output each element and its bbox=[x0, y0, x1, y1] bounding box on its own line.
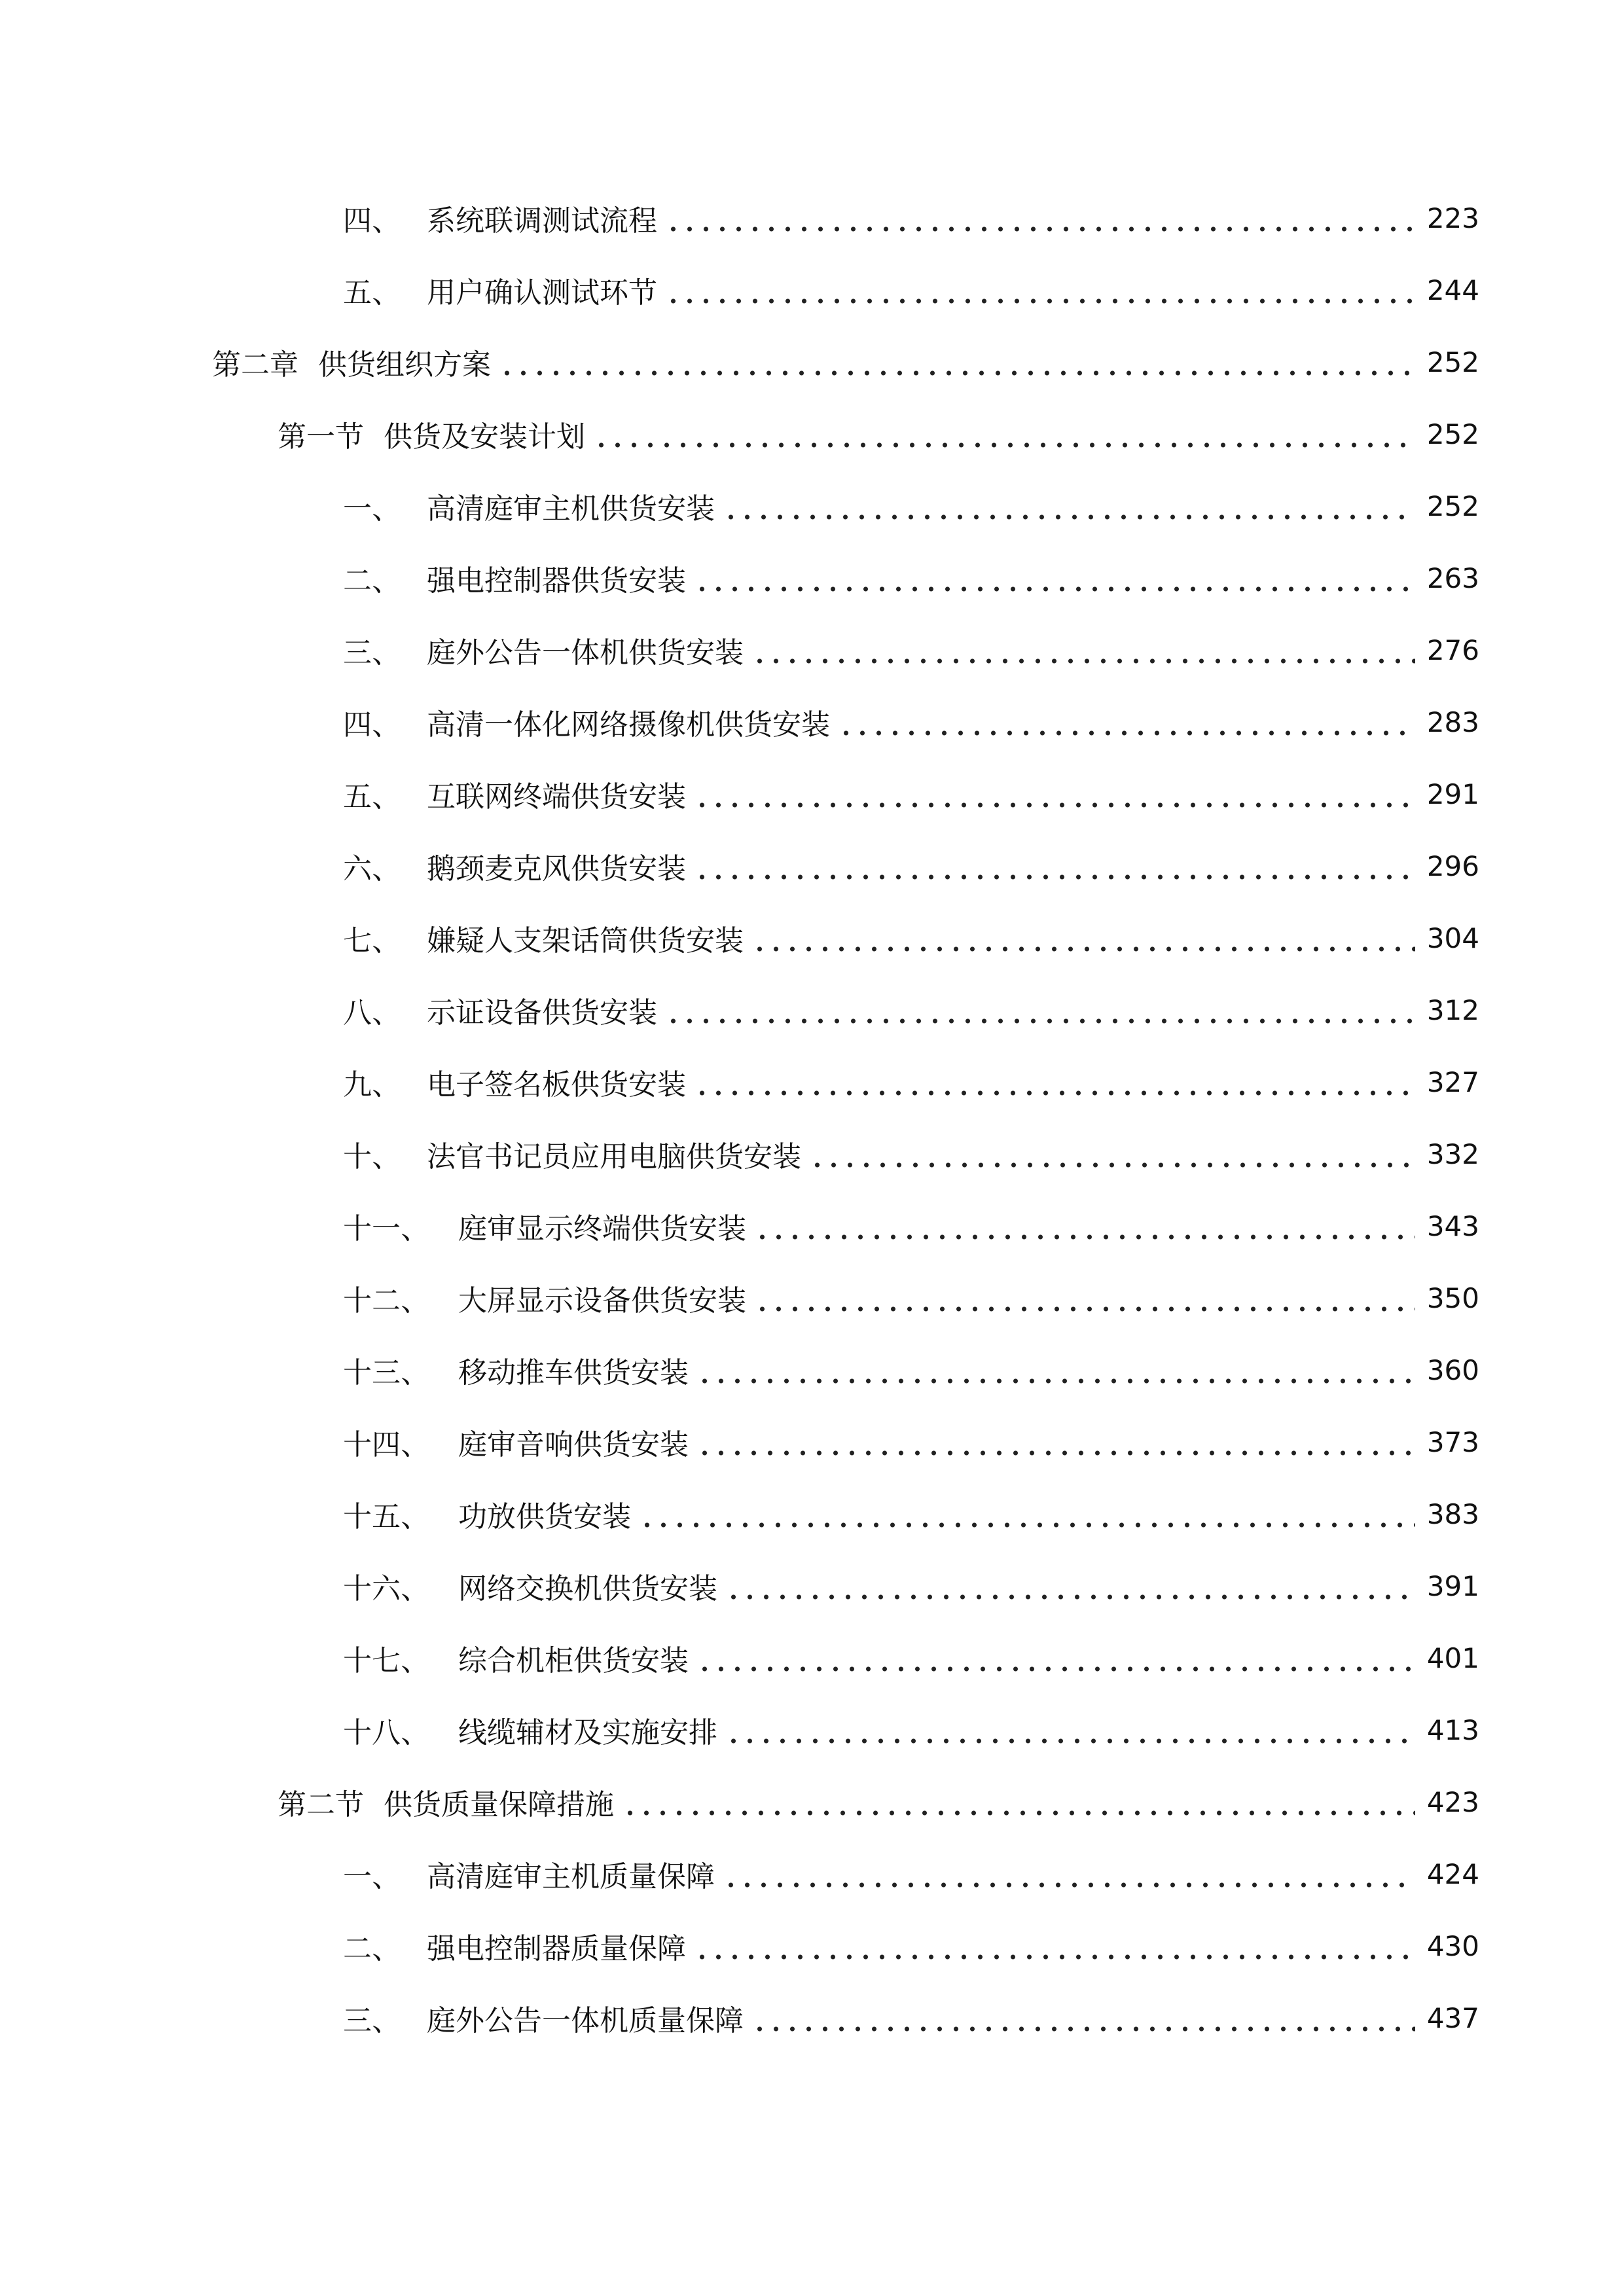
toc-entry[interactable] bbox=[343, 267, 1479, 313]
dot-leader bbox=[723, 483, 1415, 529]
toc-entry-page: 391 bbox=[1426, 1570, 1479, 1602]
toc-entry[interactable] bbox=[343, 699, 1479, 745]
toc-entry-number: 十七、 bbox=[343, 1644, 429, 1677]
toc-entry[interactable] bbox=[343, 1707, 1479, 1753]
toc-entry-number: 十一、 bbox=[343, 1212, 429, 1246]
toc-entry-number: 十三、 bbox=[343, 1356, 429, 1390]
toc-entry-title: 综合机柜供货安装 bbox=[458, 1644, 689, 1677]
dot-leader bbox=[694, 1059, 1415, 1105]
toc-entry-number: 六、 bbox=[343, 852, 401, 886]
dot-leader bbox=[622, 1779, 1415, 1825]
toc-entry-title: 庭审音响供货安装 bbox=[458, 1428, 689, 1462]
toc-entry[interactable] bbox=[343, 1491, 1479, 1537]
toc-chapter-entry[interactable] bbox=[212, 339, 1479, 385]
toc-entry-number: 一、 bbox=[343, 1860, 401, 1893]
toc-entry-page: 332 bbox=[1426, 1138, 1479, 1170]
toc-entry-page: 424 bbox=[1426, 1857, 1479, 1890]
toc-section-entry[interactable] bbox=[278, 411, 1479, 457]
toc-entry-page: 312 bbox=[1426, 994, 1479, 1026]
toc-entry-title: 强电控制器质量保障 bbox=[427, 1932, 686, 1965]
dot-leader bbox=[696, 1419, 1415, 1465]
toc-entry-page: 283 bbox=[1426, 706, 1479, 738]
toc-entry-page: 263 bbox=[1426, 562, 1479, 594]
toc-entry[interactable] bbox=[343, 771, 1479, 817]
dot-leader bbox=[838, 699, 1415, 745]
toc-entry-page: 401 bbox=[1426, 1641, 1479, 1674]
toc-entry-page: 252 bbox=[1426, 418, 1479, 450]
toc-entry[interactable] bbox=[343, 843, 1479, 889]
toc-entry-page: 413 bbox=[1426, 1713, 1479, 1746]
dot-leader bbox=[725, 1563, 1415, 1609]
toc-entry-title: 强电控制器供货安装 bbox=[427, 564, 686, 598]
toc-entry-title: 高清庭审主机质量保障 bbox=[427, 1860, 715, 1893]
dot-leader bbox=[593, 411, 1415, 457]
toc-entry-number: 三、 bbox=[343, 2004, 401, 2037]
toc-entry-number: 三、 bbox=[343, 636, 401, 670]
toc-entry-number: 二、 bbox=[343, 1932, 401, 1965]
toc-entry[interactable] bbox=[343, 1635, 1479, 1681]
toc-entry-title: 法官书记员应用电脑供货安装 bbox=[427, 1140, 801, 1174]
toc-entry[interactable] bbox=[343, 1131, 1479, 1177]
toc-entry[interactable] bbox=[343, 1059, 1479, 1105]
toc-entry-number: 二、 bbox=[343, 564, 401, 598]
toc-entry-title: 移动推车供货安装 bbox=[458, 1356, 689, 1390]
dot-leader bbox=[754, 1203, 1415, 1249]
toc-entry[interactable] bbox=[343, 1563, 1479, 1609]
toc-entry-page: 343 bbox=[1426, 1210, 1479, 1242]
toc-entry-page: 383 bbox=[1426, 1498, 1479, 1530]
toc-entry-page: 296 bbox=[1426, 850, 1479, 882]
dot-leader bbox=[751, 1995, 1415, 2041]
toc-entry-page: 252 bbox=[1426, 490, 1479, 522]
toc-entry-page: 430 bbox=[1426, 1929, 1479, 1962]
toc-entry-title: 线缆辅材及实施安排 bbox=[458, 1716, 717, 1749]
toc-entry-number: 四、 bbox=[343, 708, 401, 742]
toc-entry-title: 功放供货安装 bbox=[458, 1500, 631, 1534]
toc-entry[interactable] bbox=[343, 1203, 1479, 1249]
toc-entry-title: 庭审显示终端供货安装 bbox=[458, 1212, 746, 1246]
toc-entry[interactable] bbox=[343, 987, 1479, 1033]
toc-entry-title: 用户确认测试环节 bbox=[427, 276, 657, 310]
toc-entry-title: 供货组织方案 bbox=[318, 348, 491, 382]
toc-entry-number: 一、 bbox=[343, 492, 401, 526]
toc-entry-title: 鹅颈麦克风供货安装 bbox=[427, 852, 686, 886]
toc-entry-title: 示证设备供货安装 bbox=[427, 996, 657, 1030]
toc-entry-title: 网络交换机供货安装 bbox=[458, 1572, 717, 1605]
toc-entry-page: 304 bbox=[1426, 922, 1479, 954]
toc-entry[interactable] bbox=[343, 195, 1479, 241]
toc-entry-page: 252 bbox=[1426, 346, 1479, 378]
toc-entry-title: 庭外公告一体机质量保障 bbox=[427, 2004, 744, 2037]
toc-entry-title: 电子签名板供货安装 bbox=[427, 1068, 686, 1102]
dot-leader bbox=[723, 1851, 1415, 1897]
toc-entry[interactable] bbox=[343, 915, 1479, 961]
toc-entry-title: 系统联调测试流程 bbox=[427, 204, 657, 238]
toc-entry-number: 十八、 bbox=[343, 1716, 429, 1749]
toc-entry-page: 373 bbox=[1426, 1426, 1479, 1458]
toc-entry-number: 十二、 bbox=[343, 1284, 429, 1318]
toc-section-entry[interactable] bbox=[278, 1779, 1479, 1825]
toc-entry-page: 244 bbox=[1426, 274, 1479, 306]
toc-entry[interactable] bbox=[343, 1923, 1479, 1969]
toc-entry-title: 大屏显示设备供货安装 bbox=[458, 1284, 746, 1318]
toc-entry[interactable] bbox=[343, 1347, 1479, 1393]
toc-entry-title: 嫌疑人支架话筒供货安装 bbox=[427, 924, 744, 958]
toc-entry-page: 223 bbox=[1426, 202, 1479, 234]
toc-entry-title: 高清庭审主机供货安装 bbox=[427, 492, 715, 526]
dot-leader bbox=[694, 1923, 1415, 1969]
toc-entry[interactable] bbox=[343, 483, 1479, 529]
toc-entry-number: 第二章 bbox=[212, 348, 298, 382]
toc-entry-page: 327 bbox=[1426, 1066, 1479, 1098]
toc-entry-title: 供货及安装计划 bbox=[384, 420, 585, 454]
toc-entry-page: 437 bbox=[1426, 2001, 1479, 2034]
dot-leader bbox=[696, 1347, 1415, 1393]
dot-leader bbox=[639, 1491, 1415, 1537]
dot-leader bbox=[694, 843, 1415, 889]
toc-entry-page: 276 bbox=[1426, 634, 1479, 666]
dot-leader bbox=[725, 1707, 1415, 1753]
toc-entry-number: 十五、 bbox=[343, 1500, 429, 1534]
toc-entry-number: 五、 bbox=[343, 276, 401, 310]
toc-entry-number: 九、 bbox=[343, 1068, 401, 1102]
toc-entry-title: 供货质量保障措施 bbox=[384, 1788, 614, 1821]
toc-entry-title: 庭外公告一体机供货安装 bbox=[427, 636, 744, 670]
dot-leader bbox=[665, 195, 1415, 241]
dot-leader bbox=[754, 1275, 1415, 1321]
toc-entry-page: 360 bbox=[1426, 1354, 1479, 1386]
toc-entry[interactable] bbox=[343, 1995, 1479, 2041]
dot-leader bbox=[665, 987, 1415, 1033]
toc-entry-number: 八、 bbox=[343, 996, 401, 1030]
toc-entry[interactable] bbox=[343, 1851, 1479, 1897]
toc-entry-number: 第一节 bbox=[278, 420, 364, 454]
toc-entry-page: 291 bbox=[1426, 778, 1479, 810]
dot-leader bbox=[694, 555, 1415, 601]
toc-entry-number: 十、 bbox=[343, 1140, 401, 1174]
toc-entry[interactable] bbox=[343, 555, 1479, 601]
toc-entry[interactable] bbox=[343, 1419, 1479, 1465]
toc-entry[interactable] bbox=[343, 1275, 1479, 1321]
dot-leader bbox=[809, 1131, 1415, 1177]
dot-leader bbox=[499, 339, 1415, 385]
toc-entry-number: 五、 bbox=[343, 780, 401, 814]
toc-entry-page: 350 bbox=[1426, 1282, 1479, 1314]
toc-entry-title: 互联网终端供货安装 bbox=[427, 780, 686, 814]
dot-leader bbox=[751, 915, 1415, 961]
toc-entry-number: 十六、 bbox=[343, 1572, 429, 1605]
toc-entry-number: 十四、 bbox=[343, 1428, 429, 1462]
dot-leader bbox=[751, 627, 1415, 673]
dot-leader bbox=[665, 267, 1415, 313]
toc-entry-number: 四、 bbox=[343, 204, 401, 238]
toc-entry-title: 高清一体化网络摄像机供货安装 bbox=[427, 708, 830, 742]
toc-entry-number: 第二节 bbox=[278, 1788, 364, 1821]
toc-entry-page: 423 bbox=[1426, 1785, 1479, 1818]
toc-entry[interactable] bbox=[343, 627, 1479, 673]
dot-leader bbox=[694, 771, 1415, 817]
toc-entry-number: 七、 bbox=[343, 924, 401, 958]
dot-leader bbox=[696, 1635, 1415, 1681]
